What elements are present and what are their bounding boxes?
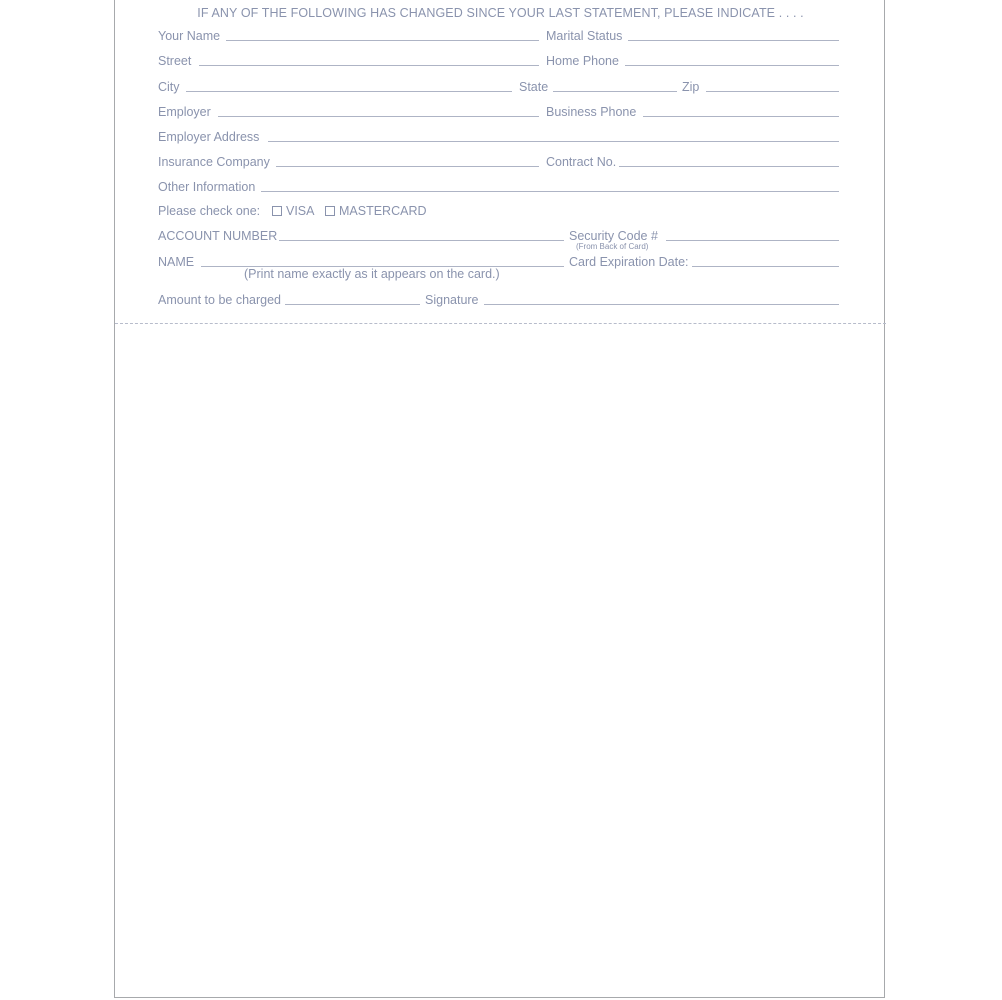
card-expiration-field[interactable] (692, 266, 839, 267)
mastercard-label: MASTERCARD (339, 204, 427, 218)
signature-field[interactable] (484, 304, 839, 305)
business-phone-label: Business Phone (546, 105, 637, 119)
insurance-company-field[interactable] (276, 166, 539, 167)
home-phone-label: Home Phone (546, 54, 619, 68)
zip-field[interactable] (706, 91, 839, 92)
marital-status-field[interactable] (628, 40, 839, 41)
other-information-field[interactable] (261, 191, 839, 192)
security-code-field[interactable] (666, 240, 839, 241)
visa-option[interactable] (272, 204, 315, 218)
signature-label: Signature (425, 293, 479, 307)
form-page (114, 0, 885, 998)
card-name-note: (Print name exactly as it appears on the card.) (244, 267, 500, 281)
mastercard-option[interactable] (325, 204, 427, 218)
amount-label: Amount to be charged (158, 293, 281, 307)
employer-address-label: Employer Address (158, 130, 260, 144)
your-name-field[interactable] (226, 40, 539, 41)
perforation-line (115, 323, 886, 324)
state-label: State (519, 80, 549, 94)
contract-no-field[interactable] (619, 166, 839, 167)
account-number-field[interactable] (279, 240, 564, 241)
marital-status-label: Marital Status (546, 29, 623, 43)
state-field[interactable] (553, 91, 677, 92)
check-one-label: Please check one: (158, 204, 261, 218)
visa-checkbox[interactable] (272, 206, 282, 216)
security-code-label: Security Code # (569, 229, 658, 243)
form-header: IF ANY OF THE FOLLOWING HAS CHANGED SINCE YOUR LAST STATEMENT, PLEASE INDICATE . . . . (197, 6, 804, 20)
business-phone-field[interactable] (643, 116, 839, 117)
zip-label: Zip (682, 80, 700, 94)
visa-label: VISA (286, 204, 315, 218)
security-code-note: (From Back of Card) (576, 242, 649, 251)
amount-field[interactable] (285, 304, 420, 305)
employer-address-field[interactable] (268, 141, 839, 142)
home-phone-field[interactable] (625, 65, 839, 66)
street-field[interactable] (199, 65, 539, 66)
mastercard-checkbox[interactable] (325, 206, 335, 216)
employer-label: Employer (158, 105, 211, 119)
street-label: Street (158, 54, 192, 68)
account-number-label: ACCOUNT NUMBER (158, 229, 278, 243)
city-field[interactable] (186, 91, 512, 92)
card-expiration-label: Card Expiration Date: (569, 255, 689, 269)
other-information-label: Other Information (158, 180, 256, 194)
insurance-company-label: Insurance Company (158, 155, 270, 169)
contract-no-label: Contract No. (546, 155, 617, 169)
your-name-label: Your Name (158, 29, 221, 43)
employer-field[interactable] (218, 116, 539, 117)
card-name-label: NAME (158, 255, 195, 269)
city-label: City (158, 80, 180, 94)
